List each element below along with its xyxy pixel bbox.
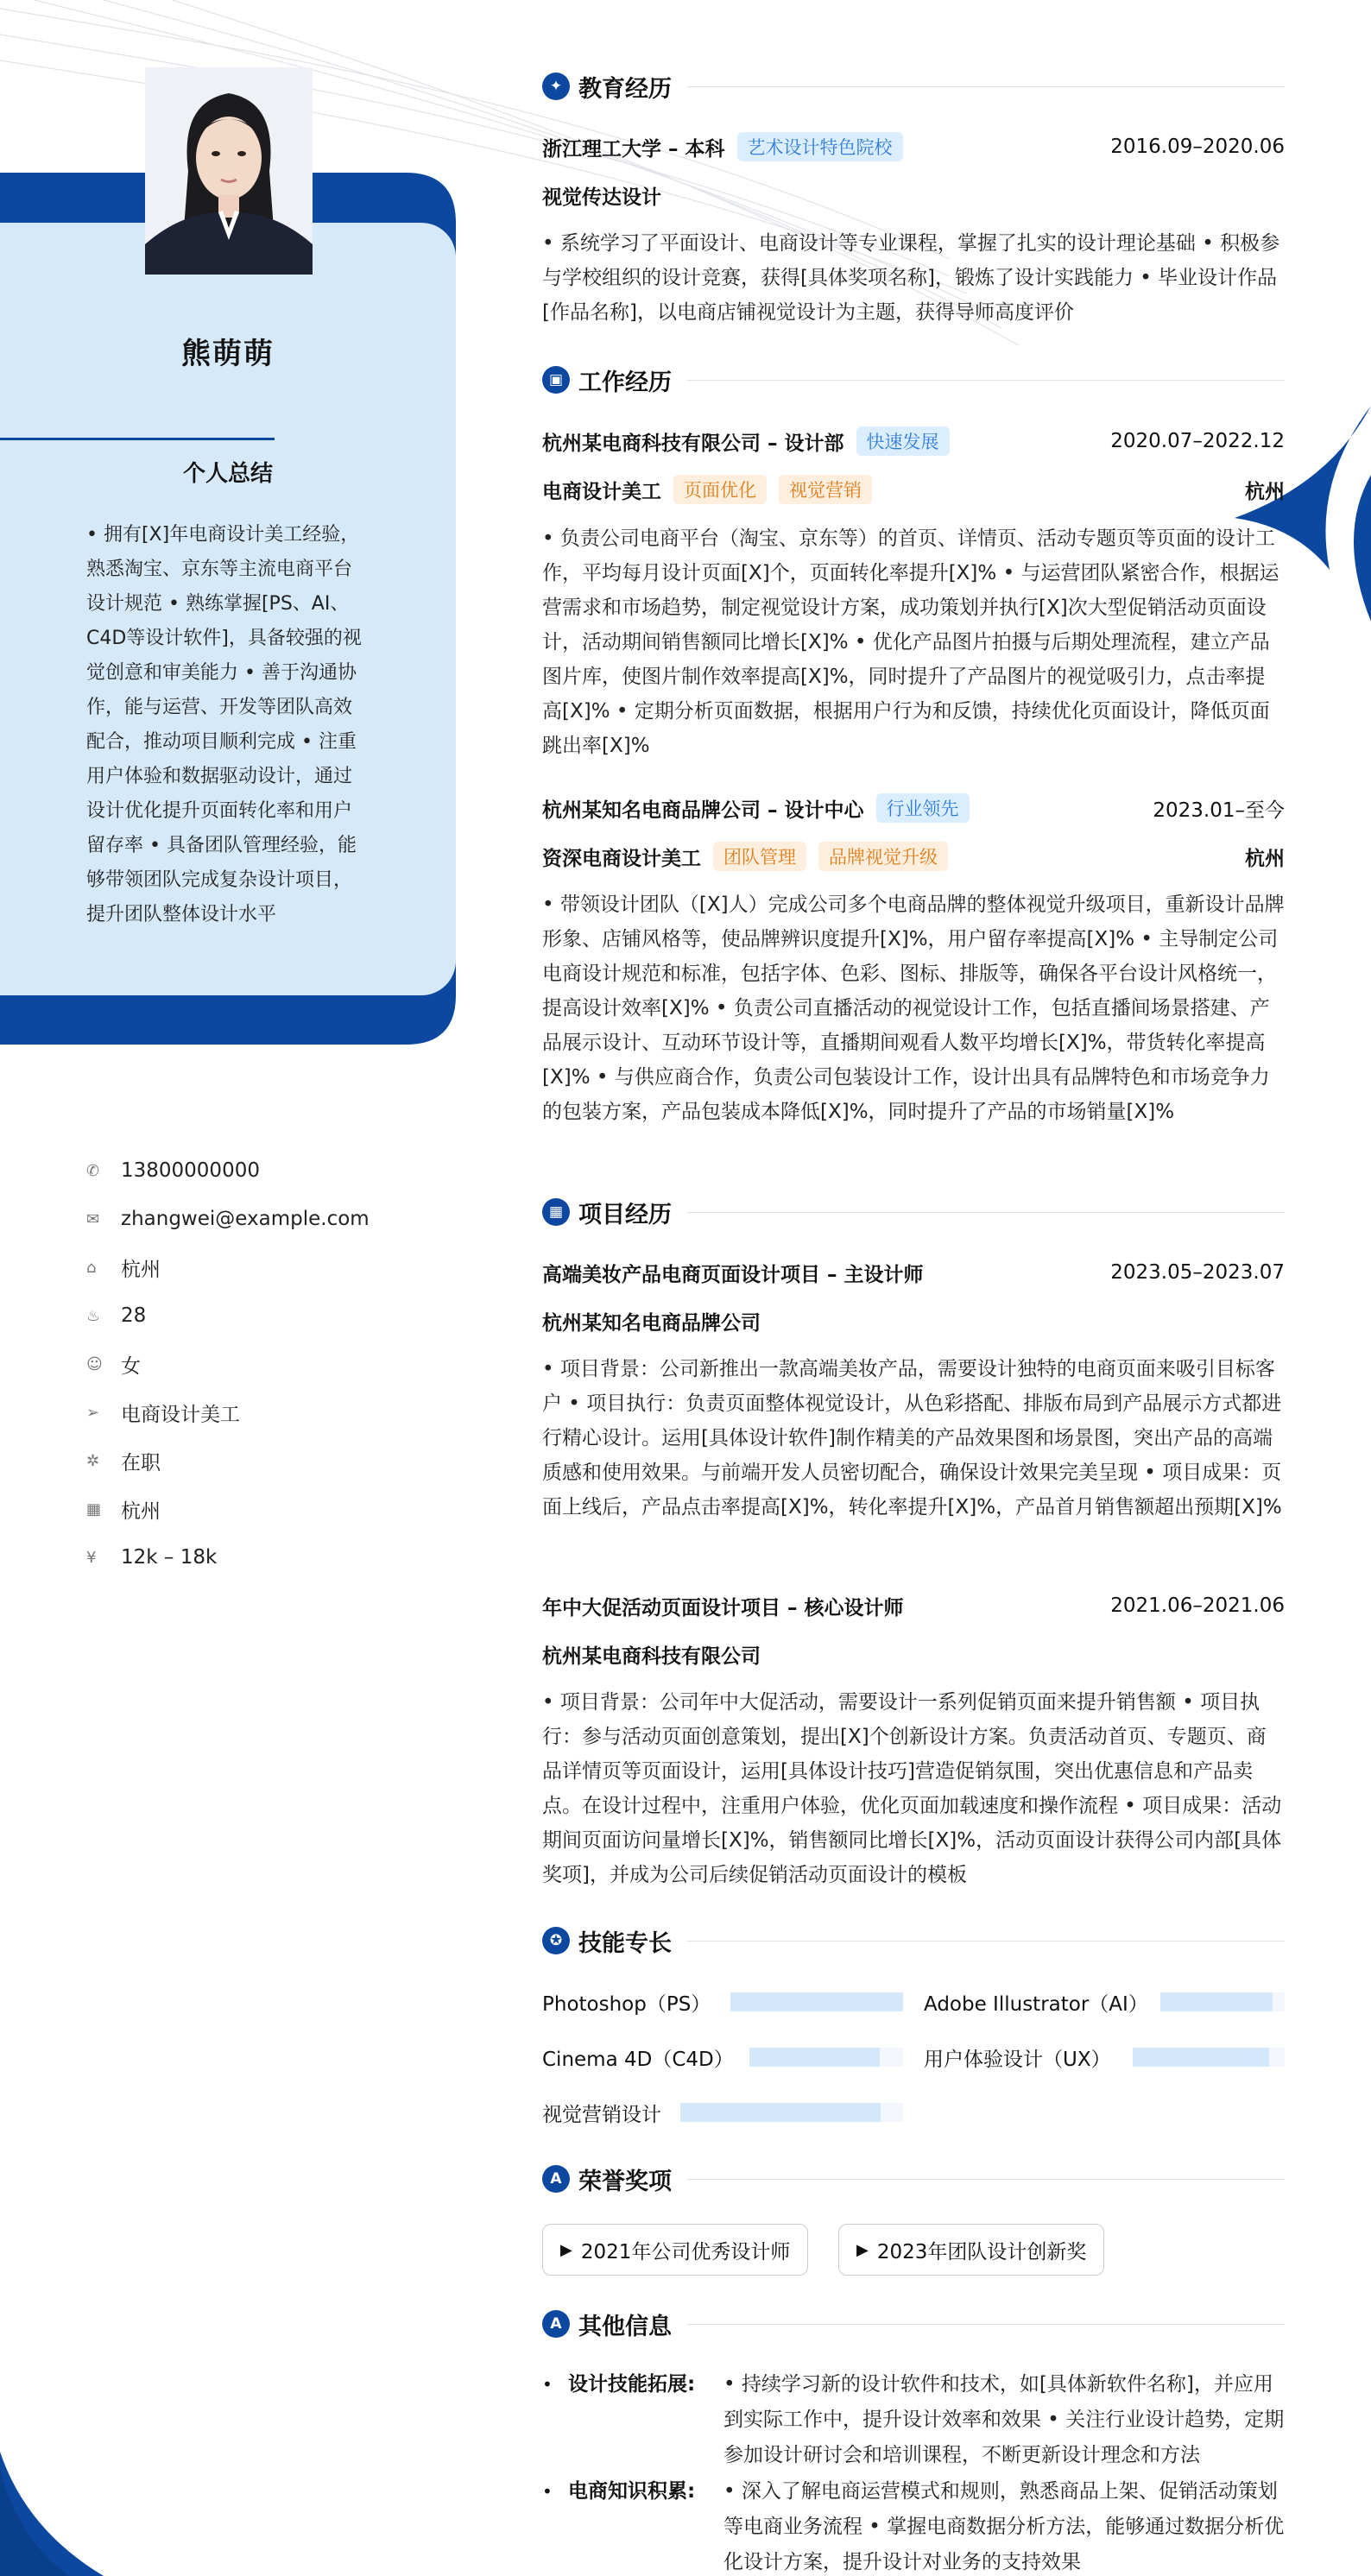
- grid-icon: ▦: [542, 1198, 570, 1226]
- job-role-row: [542, 841, 1285, 872]
- profile-photo: [145, 67, 313, 275]
- section-title: 技能专长: [578, 1929, 672, 1957]
- skill-bar: [730, 1992, 903, 2011]
- honor-label: 2021年公司优秀设计师: [580, 2240, 791, 2263]
- salary-icon: ¥: [86, 1548, 97, 1567]
- job-city: 杭州: [1245, 847, 1285, 870]
- honor-label: 2023年团队设计创新奖: [876, 2240, 1087, 2263]
- info-city: 杭州: [121, 1500, 161, 1523]
- info-status: 在职: [121, 1451, 161, 1474]
- role-tag: 团队管理: [713, 842, 806, 871]
- cake-icon: ♨: [86, 1306, 101, 1325]
- project-text: • 项目背景：公司新推出一款高端美妆产品，需要设计独特的电商页面来吸引目标客户 • 项目执行：负责页面整体视觉设计，从色彩搭配、排版布局到产品展示方式都进行精心设计。运用[具体设计软件]制作精美的产品效果图和场景图，突出产品的高端质感和使用效果。与前端开发人员密切配合，确保设计效果完美呈现 • 项目成果：页面上线后，产品点击率提高[X]%，转化率提升[X]%，产品首月销售额超出预期[X]%: [542, 1358, 1282, 1518]
- job-header: [542, 426, 1285, 457]
- info-row-city: [86, 1485, 432, 1533]
- award-icon: A: [542, 2310, 570, 2338]
- skill-name: 用户体验设计（UX）: [924, 2048, 1111, 2071]
- school-tag: 艺术设计特色院校: [737, 132, 903, 161]
- contact-info: [86, 1146, 432, 1582]
- education-header: [542, 131, 1285, 162]
- skill-fill: [1133, 2048, 1269, 2067]
- skill-name: 视觉营销设计: [542, 2103, 661, 2126]
- job-date: 2023.01–至今: [1153, 799, 1285, 822]
- project-date: 2021.06–2021.06: [1110, 1594, 1285, 1617]
- section-title: 荣誉奖项: [578, 2168, 672, 2195]
- section-title: 工作经历: [578, 369, 672, 396]
- project-company: 杭州某知名电商品牌公司: [542, 1311, 761, 1335]
- project-date: 2023.05–2023.07: [1110, 1261, 1285, 1284]
- play-icon: ▶: [560, 2240, 572, 2259]
- job-role: 电商设计美工: [542, 480, 661, 503]
- skill-bar: [749, 2048, 903, 2067]
- role-tag: 视觉营销: [779, 475, 872, 504]
- job-city: 杭州: [1245, 480, 1285, 503]
- info-row-age: [86, 1291, 432, 1340]
- bulb-icon: ✪: [542, 1927, 570, 1954]
- other-text: • 持续学习新的设计软件和技术，如[具体新软件名称]，并应用到实际工作中，提升设计效率和效果 • 关注行业设计趋势，定期参加设计研讨会和培训课程，不断更新设计理念和方法: [723, 2373, 1285, 2466]
- other-item: [542, 2474, 1285, 2576]
- project-text: • 项目背景：公司年中大促活动，需要设计一系列促销页面来提升销售额 • 项目执行：参与活动页面创意策划，提出[X]个创新设计方案。负责活动首页、专题页、商品详情页等页面设计，运用[具体设计技巧]营造促销氛围，突出优惠信息和产品卖点。在设计过程中，注重用户体验，优化页面加载速度和操作流程 • 项目成果：活动期间页面访问量增长[X]%，销售额同比增长[X]%，活动页面设计获得公司内部[具体奖项]，并成为公司后续促销活动页面设计的模板: [542, 1691, 1282, 1886]
- job-company: 杭州某知名电商品牌公司 – 设计中心: [542, 799, 864, 822]
- info-row-home: [86, 1243, 432, 1291]
- other-item: [542, 2367, 1285, 2473]
- other-label: 电商知识积累:: [568, 2480, 696, 2503]
- honor-badge: [838, 2224, 1104, 2276]
- other-text: • 深入了解电商运营模式和规则，熟悉商品上架、促销活动策划等电商业务流程 • 掌握电商数据分析方法，能够通过数据分析优化设计方案，提升设计对业务的支持效果: [723, 2480, 1285, 2573]
- skill-name: Cinema 4D（C4D）: [542, 2048, 734, 2071]
- school-name: 浙江理工大学 – 本科: [542, 137, 725, 161]
- section-rule: [687, 1212, 1285, 1213]
- info-email[interactable]: zhangwei@example.com: [121, 1208, 370, 1230]
- skill-bar: [680, 2103, 903, 2122]
- job-role: 资深电商设计美工: [542, 847, 701, 870]
- section-title: 其他信息: [578, 2313, 672, 2340]
- project-name: 年中大促活动页面设计项目 – 核心设计师: [542, 1596, 904, 1619]
- send-icon: ➢: [86, 1403, 100, 1422]
- honor-badge: [542, 2224, 808, 2276]
- bullet-icon: •: [542, 2481, 553, 2502]
- job-role-row: [542, 474, 1285, 505]
- job-text: • 带领设计团队（[X]人）完成公司多个电商品牌的整体视觉升级项目，重新设计品牌形象、店铺风格等，使品牌辨识度提升[X]%，用户留存率提高[X]% • 主导制定公司电商设计规范和标准，包括字体、色彩、图标、排版等，确保各平台设计风格统一，提高设计效率[X]% • 负责公司直播活动的视觉设计工作，包括直播间场景搭建、产品展示设计、互动环节设计等，直播期间观看人数平均增长[X]%，带货转化率提高[X]% • 与供应商合作，负责公司包装设计工作，设计出具有品牌特色和市场竞争力的包装方案，产品包装成本降低[X]%，同时提升了产品的市场销量[X]%: [542, 893, 1285, 1123]
- project-name: 高端美妆产品电商页面设计项目 – 主设计师: [542, 1263, 924, 1286]
- info-row-position: [86, 1388, 432, 1436]
- project-company-row: [542, 1638, 1285, 1670]
- skill-bar: [1133, 2048, 1285, 2067]
- skill-name: Adobe Illustrator（AI）: [924, 1992, 1148, 2016]
- education-text: • 系统学习了平面设计、电商设计等专业课程，掌握了扎实的设计理论基础 • 积极参与学校组织的设计竞赛，获得[具体奖项名称]，锻炼了设计实践能力 • 毕业设计作品[作品名称]，以电商店铺视觉设计为主题，获得导师高度评价: [542, 232, 1280, 324]
- section-other: [542, 2307, 1285, 2341]
- other-label: 设计技能拓展:: [568, 2373, 696, 2396]
- info-row-status: [86, 1436, 432, 1485]
- company-tag: 快速发展: [856, 426, 950, 456]
- info-age: 28: [121, 1304, 147, 1327]
- company-tag: 行业领先: [876, 793, 970, 823]
- summary-title: 个人总结: [182, 461, 273, 487]
- info-hometown: 杭州: [121, 1258, 161, 1281]
- skill-fill: [749, 2048, 880, 2067]
- gender-icon: ☺: [86, 1354, 103, 1373]
- skill-fill: [730, 1992, 903, 2011]
- project-company-row: [542, 1305, 1285, 1336]
- home-icon: ⌂: [86, 1258, 97, 1277]
- section-rule: [687, 380, 1285, 381]
- info-position: 电商设计美工: [121, 1403, 240, 1426]
- section-projects: [542, 1195, 1285, 1229]
- role-tag: 品牌视觉升级: [818, 842, 948, 871]
- project-header: [542, 1590, 1285, 1621]
- person-name: 熊萌萌: [181, 337, 275, 371]
- job-header: [542, 792, 1285, 824]
- section-honors: [542, 2162, 1285, 2196]
- info-row-phone: [86, 1146, 432, 1195]
- section-education: [542, 69, 1285, 104]
- section-work: [542, 363, 1285, 397]
- info-salary: 12k – 18k: [121, 1546, 218, 1569]
- info-gender: 女: [121, 1354, 141, 1378]
- skill-bar: [1160, 1992, 1285, 2011]
- skill-name: Photoshop（PS）: [542, 1992, 711, 2016]
- building-icon: ▦: [86, 1500, 102, 1518]
- major-name: 视觉传达设计: [542, 186, 661, 209]
- section-rule: [687, 2324, 1285, 2325]
- job-date: 2020.07–2022.12: [1110, 430, 1285, 452]
- summary-text: • 拥有[X]年电商设计美工经验，熟悉淘宝、京东等主流电商平台设计规范 • 熟练掌握[PS、AI、C4D等设计软件]，具备较强的视觉创意和审美能力 • 善于沟通协作，能与运营、开发等团队高效配合，推动项目顺利完成 • 注重用户体验和数据驱动设计，通过设计优化提升页面转化率和用户留存率 • 具备团队管理经验，能够带领团队完成复杂设计项目，提升团队整体设计水平: [86, 524, 362, 925]
- section-skills: [542, 1923, 1285, 1958]
- section-rule: [687, 86, 1285, 87]
- job-company: 杭州某电商科技有限公司 – 设计部: [542, 432, 844, 455]
- education-major-row: [542, 180, 1285, 211]
- info-row-gender: [86, 1340, 432, 1388]
- skill-fill: [680, 2103, 881, 2122]
- info-row-email: [86, 1195, 432, 1243]
- project-company: 杭州某电商科技有限公司: [542, 1645, 761, 1668]
- skill-fill: [1160, 1992, 1273, 2011]
- phone-icon: ✆: [86, 1161, 100, 1180]
- job-text: • 负责公司电商平台（淘宝、京东等）的首页、详情页、活动专题页等页面的设计工作，平均每月设计页面[X]个，页面转化率提升[X]% • 与运营团队紧密合作，根据运营需求和市场趋势，制定视觉设计方案，成功策划并执行[X]次大型促销活动页面设计，活动期间销售额同比增长[X]% • 优化产品图片拍摄与后期处理流程，建立产品图片库，使图片制作效率提高[X]%，同时提升了产品图片的视觉吸引力，点击率提高[X]% • 定期分析页面数据，根据用户行为和反馈，持续优化页面设计，降低页面跳出率[X]%: [542, 527, 1279, 757]
- project-header: [542, 1257, 1285, 1288]
- info-row-salary: [86, 1533, 432, 1582]
- section-rule: [687, 2179, 1285, 2180]
- education-date: 2016.09–2020.06: [1110, 136, 1285, 158]
- divider-line: [0, 438, 275, 440]
- sidebar: [0, 0, 458, 2576]
- play-icon: ▶: [856, 2240, 869, 2259]
- info-phone[interactable]: 13800000000: [121, 1159, 260, 1182]
- section-title: 项目经历: [578, 1201, 672, 1228]
- briefcase-icon: ▣: [542, 366, 570, 394]
- status-icon: ✲: [86, 1451, 100, 1470]
- award-icon: A: [542, 2165, 570, 2193]
- graduation-cap-icon: ✦: [542, 73, 570, 100]
- section-title: 教育经历: [578, 75, 672, 103]
- bullet-icon: •: [542, 2374, 553, 2395]
- mail-icon: ✉: [86, 1209, 100, 1228]
- role-tag: 页面优化: [673, 475, 767, 504]
